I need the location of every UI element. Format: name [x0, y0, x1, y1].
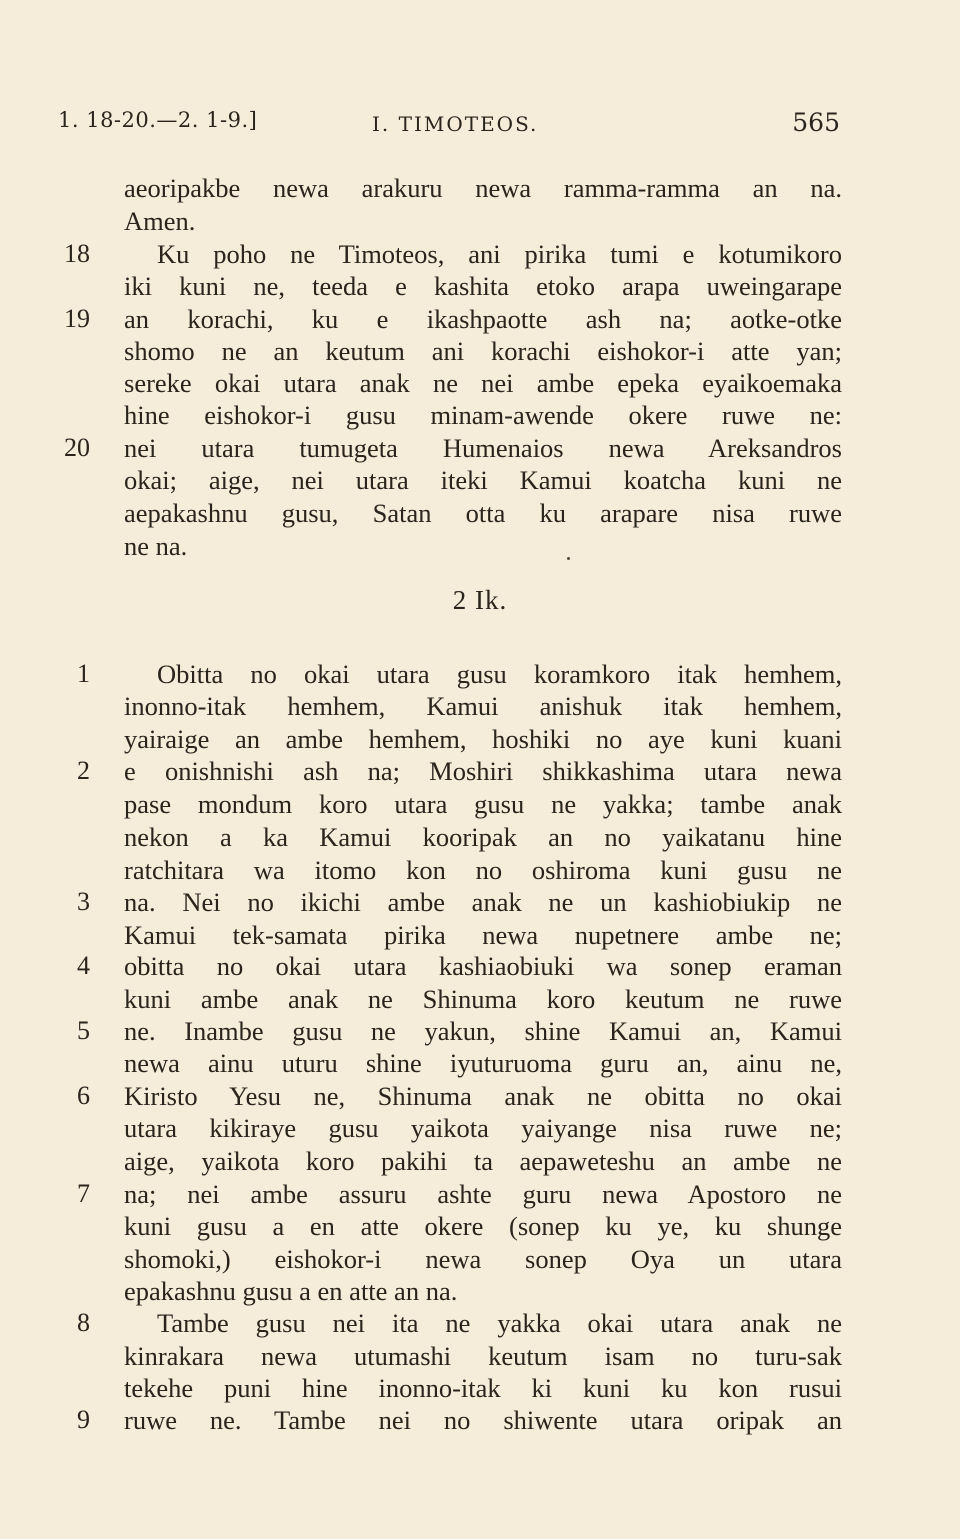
line-text: ruwe ne. Tambe nei no shiwente utara oripak an: [124, 1405, 842, 1435]
text-line: [0, 238, 960, 270]
text-line: [0, 303, 960, 335]
line-text: Ku poho ne Timoteos, ani pirika tumi e kotumikoro: [157, 239, 842, 269]
verse-number: 18: [64, 239, 90, 268]
line-text: Kiristo Yesu ne, Shinuma anak ne obitta no okai: [124, 1081, 842, 1111]
line-text: ratchitara wa itomo kon no oshiroma kuni gusu ne: [124, 855, 842, 885]
line-text: epakashnu gusu a en atte an na.: [124, 1276, 458, 1306]
line-text: aige, yaikota koro pakihi ta aepaweteshu an ambe ne: [124, 1146, 842, 1176]
verse-number: 19: [64, 304, 90, 333]
text-line: [0, 172, 960, 204]
line-text: e onishnishi ash na; Moshiri shikkashima utara newa: [124, 756, 842, 786]
line-text: kinrakara newa utumashi keutum isam no turu-sak: [124, 1341, 842, 1371]
running-header: [58, 108, 840, 144]
text-line: [0, 983, 960, 1015]
line-text: aepakashnu gusu, Satan otta ku arapare nisa ruwe: [124, 498, 842, 528]
chapter-heading: 2 Ik.: [452, 585, 508, 615]
text-line: [0, 205, 960, 237]
text-line: [0, 821, 960, 853]
text-line: [0, 464, 960, 496]
text-line: [0, 788, 960, 820]
line-text: nekon a ka Kamui kooripak an no yaikatanu hine: [124, 822, 842, 852]
text-line: [0, 399, 960, 431]
line-text: Tambe gusu nei ita ne yakka okai utara anak ne: [157, 1308, 842, 1338]
text-line: [0, 1275, 960, 1307]
verse-number: 3: [77, 887, 90, 916]
line-text: ne. Inambe gusu ne yakun, shine Kamui an, Kamui: [124, 1016, 842, 1046]
stray-mark: [567, 557, 570, 560]
line-text: shomoki,) eishokor-i newa sonep Oya un utara: [124, 1244, 842, 1274]
book-title: I. TIMOTEOS.: [372, 112, 539, 136]
verse-number: 9: [77, 1405, 90, 1434]
text-line: [0, 1372, 960, 1404]
text-line: [0, 1145, 960, 1177]
line-text: Amen.: [124, 206, 196, 236]
verse-number: 6: [77, 1081, 90, 1110]
line-text: an korachi, ku e ikashpaotte ash na; aotke-otke: [124, 304, 842, 334]
line-text: nei utara tumugeta Humenaios newa Areksandros: [124, 433, 842, 463]
text-line: [0, 755, 960, 787]
text-line: [0, 1112, 960, 1144]
verse-number: 1: [77, 659, 90, 688]
text-line: [0, 1340, 960, 1372]
text-line: [0, 497, 960, 529]
line-text: kuni ambe anak ne Shinuma koro keutum ne ruwe: [124, 984, 842, 1014]
line-text: kuni gusu a en atte okere (sonep ku ye, ku shunge: [124, 1211, 842, 1241]
text-line: [0, 432, 960, 464]
text-line: [0, 1047, 960, 1079]
text-line: [0, 530, 960, 562]
text-line: [0, 886, 960, 918]
verse-range: 1. 18-20.—2. 1-9.]: [58, 108, 258, 132]
line-text: utara kikiraye gusu yaikota yaiyange nisa ruwe ne;: [124, 1113, 842, 1143]
line-text: obitta no okai utara kashiaobiuki wa sonep eraman: [124, 951, 842, 981]
line-text: shomo ne an keutum ani korachi eishokor-i atte yan;: [124, 336, 842, 366]
text-line: [0, 919, 960, 951]
text-line: [0, 270, 960, 302]
text-line: [0, 1404, 960, 1436]
line-text: inonno-itak hemhem, Kamui anishuk itak hemhem,: [124, 691, 842, 721]
verse-number: 5: [77, 1016, 90, 1045]
text-line: [0, 1210, 960, 1242]
line-text: iki kuni ne, teeda e kashita etoko arapa uweingarape: [124, 271, 842, 301]
text-line: [0, 950, 960, 982]
text-line: [0, 658, 960, 690]
line-text: yairaige an ambe hemhem, hoshiki no aye kuni kuani: [124, 724, 842, 754]
page-number: 565: [792, 108, 840, 137]
verse-number: 4: [77, 951, 90, 980]
line-text: newa ainu uturu shine iyuturuoma guru an, ainu ne,: [124, 1048, 842, 1078]
text-line: [0, 1307, 960, 1339]
text-line: [0, 1080, 960, 1112]
text-line: [0, 854, 960, 886]
line-text: pase mondum koro utara gusu ne yakka; tambe anak: [124, 789, 842, 819]
line-text: ne na.: [124, 531, 188, 561]
line-text: Obitta no okai utara gusu koramkoro itak hemhem,: [157, 659, 842, 689]
text-line: [0, 335, 960, 367]
text-line: [0, 690, 960, 722]
line-text: aeoripakbe newa arakuru newa ramma-ramma an na.: [124, 173, 842, 203]
verse-number: 8: [77, 1308, 90, 1337]
text-line: [0, 1015, 960, 1047]
line-text: hine eishokor-i gusu minam-awende okere ruwe ne:: [124, 400, 842, 430]
verse-number: 2: [77, 756, 90, 785]
line-text: na. Nei no ikichi ambe anak ne un kashiobiukip ne: [124, 887, 842, 917]
line-text: na; nei ambe assuru ashte guru newa Apostoro ne: [124, 1179, 842, 1209]
line-text: tekehe puni hine inonno-itak ki kuni ku kon rusui: [124, 1373, 842, 1403]
line-text: sereke okai utara anak ne nei ambe epeka eyaikoemaka: [124, 368, 842, 398]
line-text: okai; aige, nei utara iteki Kamui koatcha kuni ne: [124, 465, 842, 495]
text-line: [0, 1178, 960, 1210]
line-text: Kamui tek-samata pirika newa nupetnere ambe ne;: [124, 920, 842, 950]
text-line: [0, 1243, 960, 1275]
text-line: [0, 723, 960, 755]
text-line: [0, 367, 960, 399]
verse-number: 20: [64, 433, 90, 462]
verse-number: 7: [77, 1179, 90, 1208]
